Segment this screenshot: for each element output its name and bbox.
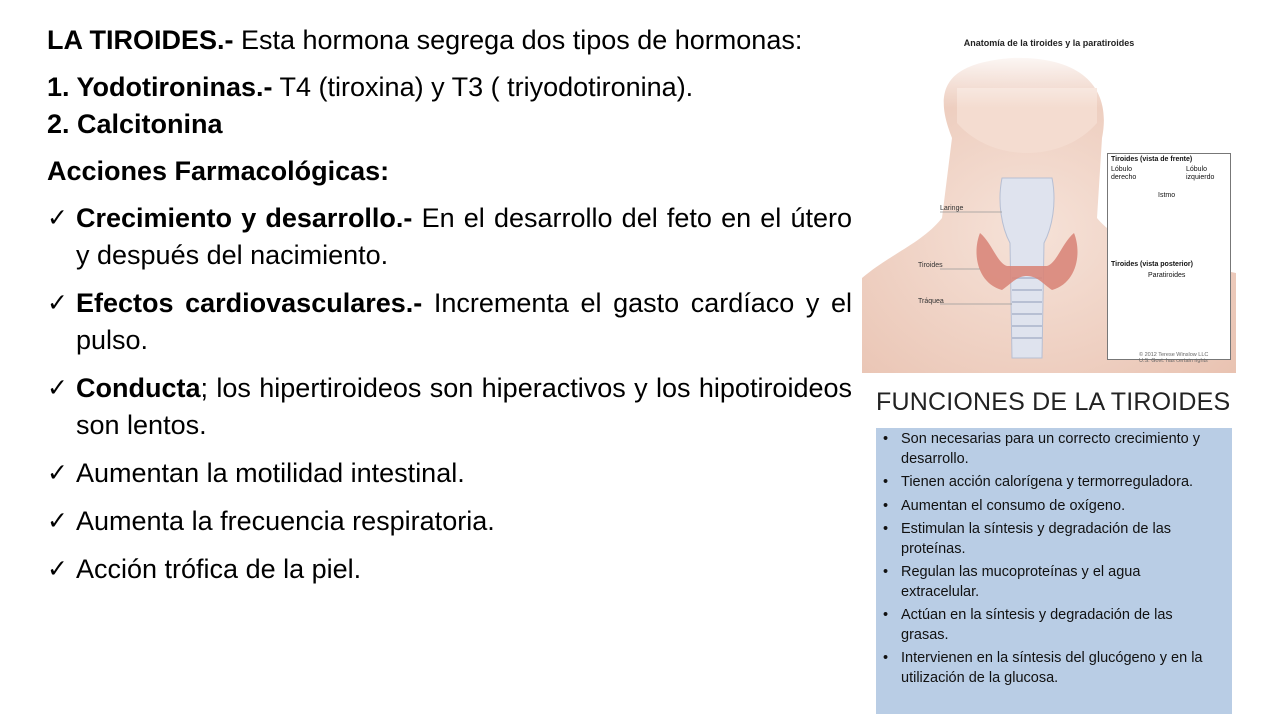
checkmark-icon: ✓ bbox=[47, 555, 68, 583]
inset-back-title: Tiroides (vista posterior) bbox=[1111, 261, 1193, 268]
label-larynx: Laringe bbox=[940, 205, 964, 212]
label-thyroid: Tiroides bbox=[918, 262, 943, 269]
inset-parathyroids: Paratiroides bbox=[1148, 272, 1186, 279]
list-item bbox=[876, 606, 1216, 645]
action-item bbox=[47, 370, 852, 444]
inset-panel bbox=[1107, 153, 1231, 360]
function-text: Son necesarias para un correcto crecimiento y desarrollo. bbox=[901, 431, 1201, 467]
hormone-label: 2. Calcitonina bbox=[47, 109, 223, 139]
action-bold: Conducta bbox=[76, 373, 201, 403]
actions-heading bbox=[47, 153, 852, 190]
action-item bbox=[47, 285, 852, 359]
checkmark-icon: ✓ bbox=[47, 289, 68, 317]
list-item bbox=[876, 497, 1216, 517]
list-item bbox=[876, 430, 1216, 469]
illustration-title: Anatomía de la tiroides y la paratiroides bbox=[963, 38, 1135, 48]
checkmark-icon: ✓ bbox=[47, 204, 68, 232]
functions-title: FUNCIONES DE LA TIROIDES bbox=[876, 388, 1231, 416]
hormone-item-1 bbox=[47, 69, 852, 106]
credit-line-1: © 2012 Terese Winslow LLC bbox=[1139, 352, 1209, 358]
checkmark-icon: ✓ bbox=[47, 507, 68, 535]
function-text: Aumentan el consumo de oxígeno. bbox=[901, 497, 1126, 514]
function-text: Tienen acción calorígena y termorreguladora. bbox=[901, 474, 1194, 490]
bullet-icon: • bbox=[883, 521, 889, 537]
action-item bbox=[47, 200, 852, 274]
list-item bbox=[876, 649, 1216, 688]
action-item bbox=[47, 455, 852, 492]
functions-box bbox=[876, 428, 1232, 714]
list-item bbox=[876, 520, 1216, 559]
action-item bbox=[47, 503, 852, 540]
intro-text: Esta hormona segrega dos tipos de hormonas: bbox=[233, 25, 803, 55]
credit-line-2: U.S. Govt. has certain rights bbox=[1139, 358, 1208, 364]
label-trachea: Tráquea bbox=[918, 298, 944, 305]
left-text-column bbox=[47, 22, 852, 588]
list-item bbox=[876, 473, 1216, 493]
action-text: En el desarrollo del feto en el útero y después del nacimiento. bbox=[76, 203, 852, 270]
hormone-text: T4 (tiroxina) y T3 ( triyodotironina). bbox=[272, 72, 694, 102]
bullet-icon: • bbox=[883, 431, 889, 447]
function-text: Actúan en la síntesis y degradación de las grasas. bbox=[901, 607, 1173, 643]
action-text: ; los hipertiroideos son hiperactivos y los hipotiroideos son lentos. bbox=[76, 373, 852, 440]
inset-front-title: Tiroides (vista de frente) bbox=[1111, 156, 1193, 163]
list-item bbox=[876, 563, 1216, 602]
function-text: Intervienen en la síntesis del glucógeno y en la utilización de la glucosa. bbox=[901, 650, 1203, 686]
illustration-credit bbox=[1139, 352, 1208, 364]
inset-left-lobe: Lóbulo izquierdo bbox=[1186, 166, 1215, 181]
bullet-icon: • bbox=[883, 607, 889, 623]
bullet-icon: • bbox=[883, 650, 889, 666]
inset-isthmus: Istmo bbox=[1158, 192, 1176, 199]
hormone-item-2 bbox=[47, 106, 852, 143]
action-text: Aumenta la frecuencia respiratoria. bbox=[76, 506, 495, 536]
action-item bbox=[47, 551, 852, 588]
function-text: Regulan las mucoproteínas y el agua extracelular. bbox=[901, 564, 1141, 600]
action-text: Incrementa el gasto cardíaco y el pulso. bbox=[76, 288, 852, 355]
function-text: Estimulan la síntesis y degradación de las proteínas. bbox=[901, 521, 1172, 557]
action-bold: Efectos cardiovasculares.- bbox=[76, 288, 423, 318]
intro-paragraph bbox=[47, 22, 852, 59]
thyroid-anatomy-illustration bbox=[862, 28, 1236, 373]
hormone-label: 1. Yodotironinas.- bbox=[47, 72, 273, 102]
actions-heading-text: Acciones Farmacológicas: bbox=[47, 156, 390, 186]
bullet-icon: • bbox=[883, 474, 889, 490]
functions-list bbox=[876, 428, 1224, 688]
checkmark-icon: ✓ bbox=[47, 459, 68, 487]
bullet-icon: • bbox=[883, 564, 889, 580]
inset-right-lobe: Lóbulo derecho bbox=[1111, 166, 1137, 181]
action-bold: Crecimiento y desarrollo.- bbox=[76, 203, 413, 233]
intro-heading: LA TIROIDES.- bbox=[47, 25, 234, 55]
action-text: Acción trófica de la piel. bbox=[76, 554, 362, 584]
checkmark-icon: ✓ bbox=[47, 374, 68, 402]
action-text: Aumentan la motilidad intestinal. bbox=[76, 458, 465, 488]
bullet-icon: • bbox=[883, 497, 889, 514]
